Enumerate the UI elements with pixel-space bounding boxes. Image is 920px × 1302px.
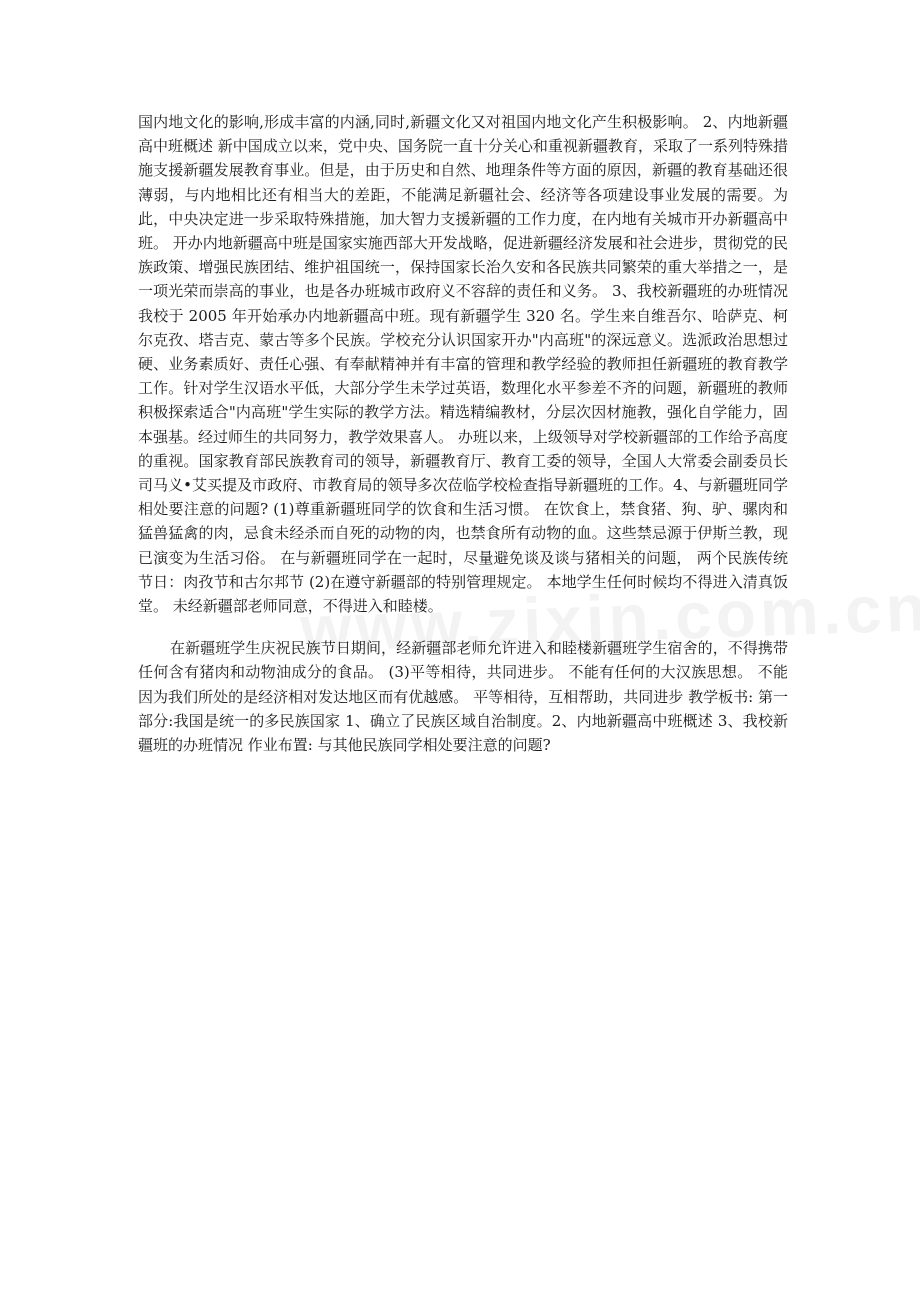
paragraph-1: 国内地文化的影响,形成丰富的内涵,同时,新疆文化又对祖国内地文化产生积极影响。 2、内地新疆高中班概述 新中国成立以来，党中央、国务院一直十分关心和重视新疆教育，采取了一系列特殊措施支援新疆发展教育事业。但是，由于历史和自然、地理条件等方面的原因，新疆的教育基础还很薄弱，与内地相比还有相当大的差距，不能满足新疆社会、经济等各项建设事业发展的需要。为此，中央决定进一步采取特殊措施，加大智力支援新疆的工作力度，在内地有关城市开办新疆高中班。 开办内地新疆高中班是国家实施西部大开发战略，促进新疆经济发展和社会进步，贯彻党的民族政策、增强民族团结、维护祖国统一，保持国家长治久安和各民族共同繁荣的重大举措之一，是一项光荣而崇高的事业，也是各办班城市政府义不容辞的责任和义务。 3、我校新疆班的办班情况 我校于 2005 年开始承办内地新疆高中班。现有新疆学生 320 名。学生来自维吾尔、哈萨克、柯尔克孜、塔吉克、蒙古等多个民族。学校充分认识国家开办"内高班"的深远意义。选派政治思想过硬、业务素质好、责任心强、有奉献精神并有丰富的管理和教学经验的教师担任新疆班的教育教学工作。针对学生汉语水平低，大部分学生未学过英语，数理化水平参差不齐的问题，新疆班的教师积极探索适合"内高班"学生实际的教学方法。精选精编教材，分层次因材施教，强化自学能力，固本强基。经过师生的共同努力，教学效果喜人。 办班以来，上级领导对学校新疆部的工作给予高度的重视。国家教育部民族教育司的领导，新疆教育厅、教育工委的领导，全国人大常委会副委员长司马义•艾买提及市政府、市教育局的领导多次莅临学校检查指导新疆班的工作。4、与新疆班同学相处要注意的问题? (1)尊重新疆班同学的饮食和生活习惯。 在饮食上，禁食猪、狗、驴、骡肉和猛兽猛禽的肉，忌食未经杀而自死的动物的肉，也禁食所有动物的血。这些禁忌源于伊斯兰教，现已演变为生活习俗。 在与新疆班同学在一起时，尽量避免谈及谈与猪相关的问题， 两个民族传统节日：肉孜节和古尔邦节 (2)在遵守新疆部的特别管理规定。 本地学生任何时候均不得进入清真饭堂。 未经新疆部老师同意，不得进入和睦楼。 [138, 113, 788, 616]
paragraph-2: 在新疆班学生庆祝民族节日期间，经新疆部老师允许进入和睦楼新疆班学生宿舍的，不得携带任何含有猪肉和动物油成分的食品。 (3)平等相待，共同进步。 不能有任何的大汉族思想。 不能因为我们所处的是经济相对发达地区而有优越感。 平等相待，互相帮助，共同进步 教学板书: 第一部分:我国是统一的多民族国家 1、确立了民族区域自治制度。2、内地新疆高中班概述 3、我校新疆班的办班情况 作业布置: 与其他民族同学相处要注意的问题? [138, 639, 788, 755]
document-body [138, 110, 788, 757]
